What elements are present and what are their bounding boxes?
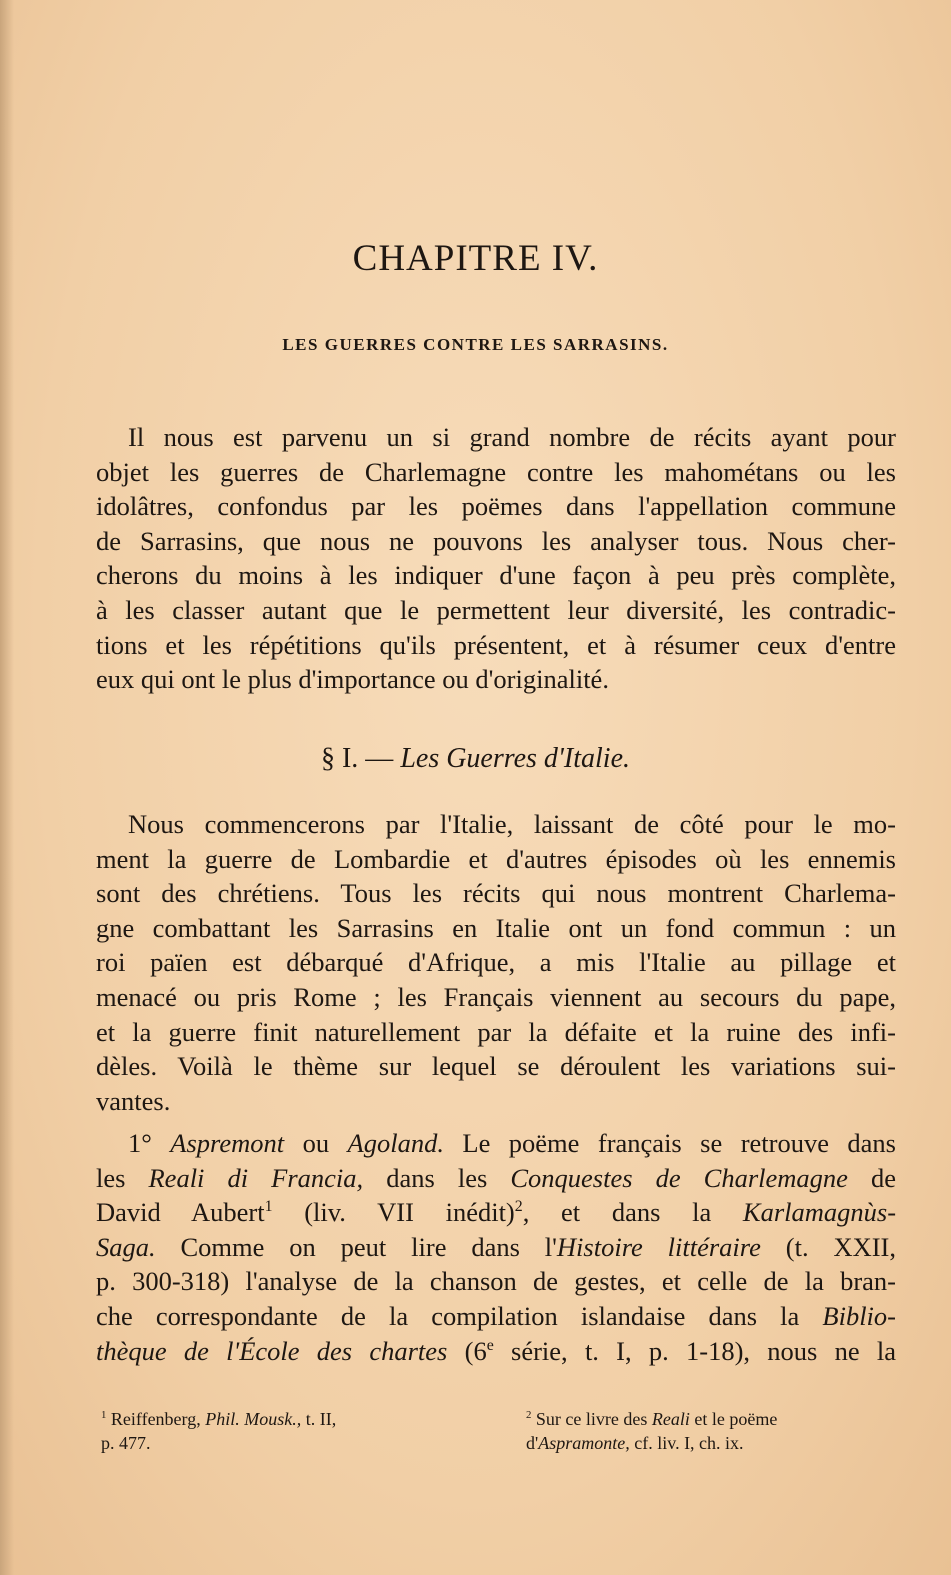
footnote-mark: 1	[101, 1409, 107, 1421]
text-line: cherons du moins à les indiquer d'une façon à peu près complète,	[96, 560, 896, 591]
text-line: de Sarrasins, que nous ne pouvons les analyser tous. Nous cher-	[96, 525, 896, 556]
chapter-title: CHAPITRE IV.	[352, 238, 599, 279]
text-line: menacé ou pris Rome ; les Français viennent au secours du pape,	[96, 981, 896, 1012]
text-line: eux qui ont le plus d'importance ou d'originalité.	[96, 664, 609, 695]
section-heading	[0, 743, 951, 775]
text-line: Saga. Comme on peut lire dans l'Histoire littéraire (t. XXII,	[96, 1231, 896, 1262]
section-number: § I. —	[320, 743, 394, 774]
text-line: et la guerre finit naturellement par la défaite et la ruine des infi-	[96, 1016, 896, 1047]
text-line: les Reali di Francia, dans les Conquestes de Charlemagne de	[96, 1162, 896, 1193]
text-line: roi païen est débarqué d'Afrique, a mis l'Italie au pillage et	[96, 947, 896, 978]
italy-paragraph	[96, 807, 896, 1118]
text-line: idolâtres, confondus par les poëmes dans l'appellation commune	[96, 491, 896, 522]
footnote-mark: 2	[526, 1409, 532, 1421]
text-line: Il nous est parvenu un si grand nombre de récits ayant pour	[128, 422, 896, 452]
text-line: ment la guerre de Lombardie et d'autres épisodes où les ennemis	[96, 843, 896, 874]
aspremont-paragraph	[96, 1126, 896, 1368]
chapter-subtitle: LES GUERRES CONTRE LES SARRASINS.	[282, 335, 669, 354]
footnote-ref: 2	[514, 1198, 523, 1216]
text-line: p. 300-318) l'analyse de la chanson de gestes, et celle de la bran-	[96, 1266, 896, 1297]
text-line: à les classer autant que le permettent leur diversité, les contradic-	[96, 594, 896, 625]
text-line: David Aubert$^1$ (liv. VII inédit)$^2$, et dans la Karlamagnùs-	[96, 1197, 897, 1228]
text-line: 1° Aspremont ou Agoland. Le poëme français se retrouve dans	[128, 1128, 896, 1158]
text-line: objet les guerres de Charlemagne contre les mahométans ou les	[96, 456, 896, 487]
text-line: sont des chrétiens. Tous les récits qui nous montrent Charlema-	[96, 878, 896, 909]
section-title: Les Guerres d'Italie.	[400, 743, 631, 774]
intro-paragraph	[96, 420, 896, 697]
text-line: dèles. Voilà le thème sur lequel se déroulent les variations sui-	[96, 1051, 896, 1082]
text-line: gne combattant les Sarrasins en Italie ont un fond commun : un	[96, 912, 896, 943]
text-line: thèque de l'École des chartes (6e série, t. I, p. 1-18), nous ne la	[96, 1335, 897, 1366]
text-line: che correspondante de la compilation islandaise dans la Biblio-	[96, 1300, 896, 1331]
text-line: tions et les répétitions qu'ils présentent, et à résumer ceux d'entre	[96, 629, 896, 660]
footnote-ref: 1	[264, 1198, 273, 1216]
text-line: Nous commencerons par l'Italie, laissant de côté pour le mo-	[128, 809, 896, 839]
text-line: vantes.	[96, 1085, 171, 1116]
footnote-2: $^2$ Sur ce livre des Reali et le poëme d'Aspramonte, cf. liv. I, ch. ix.	[526, 1409, 778, 1453]
footnote-1: $^1$ Reiffenberg, Phil. Mousk., t. II, p. 477.	[101, 1409, 337, 1453]
